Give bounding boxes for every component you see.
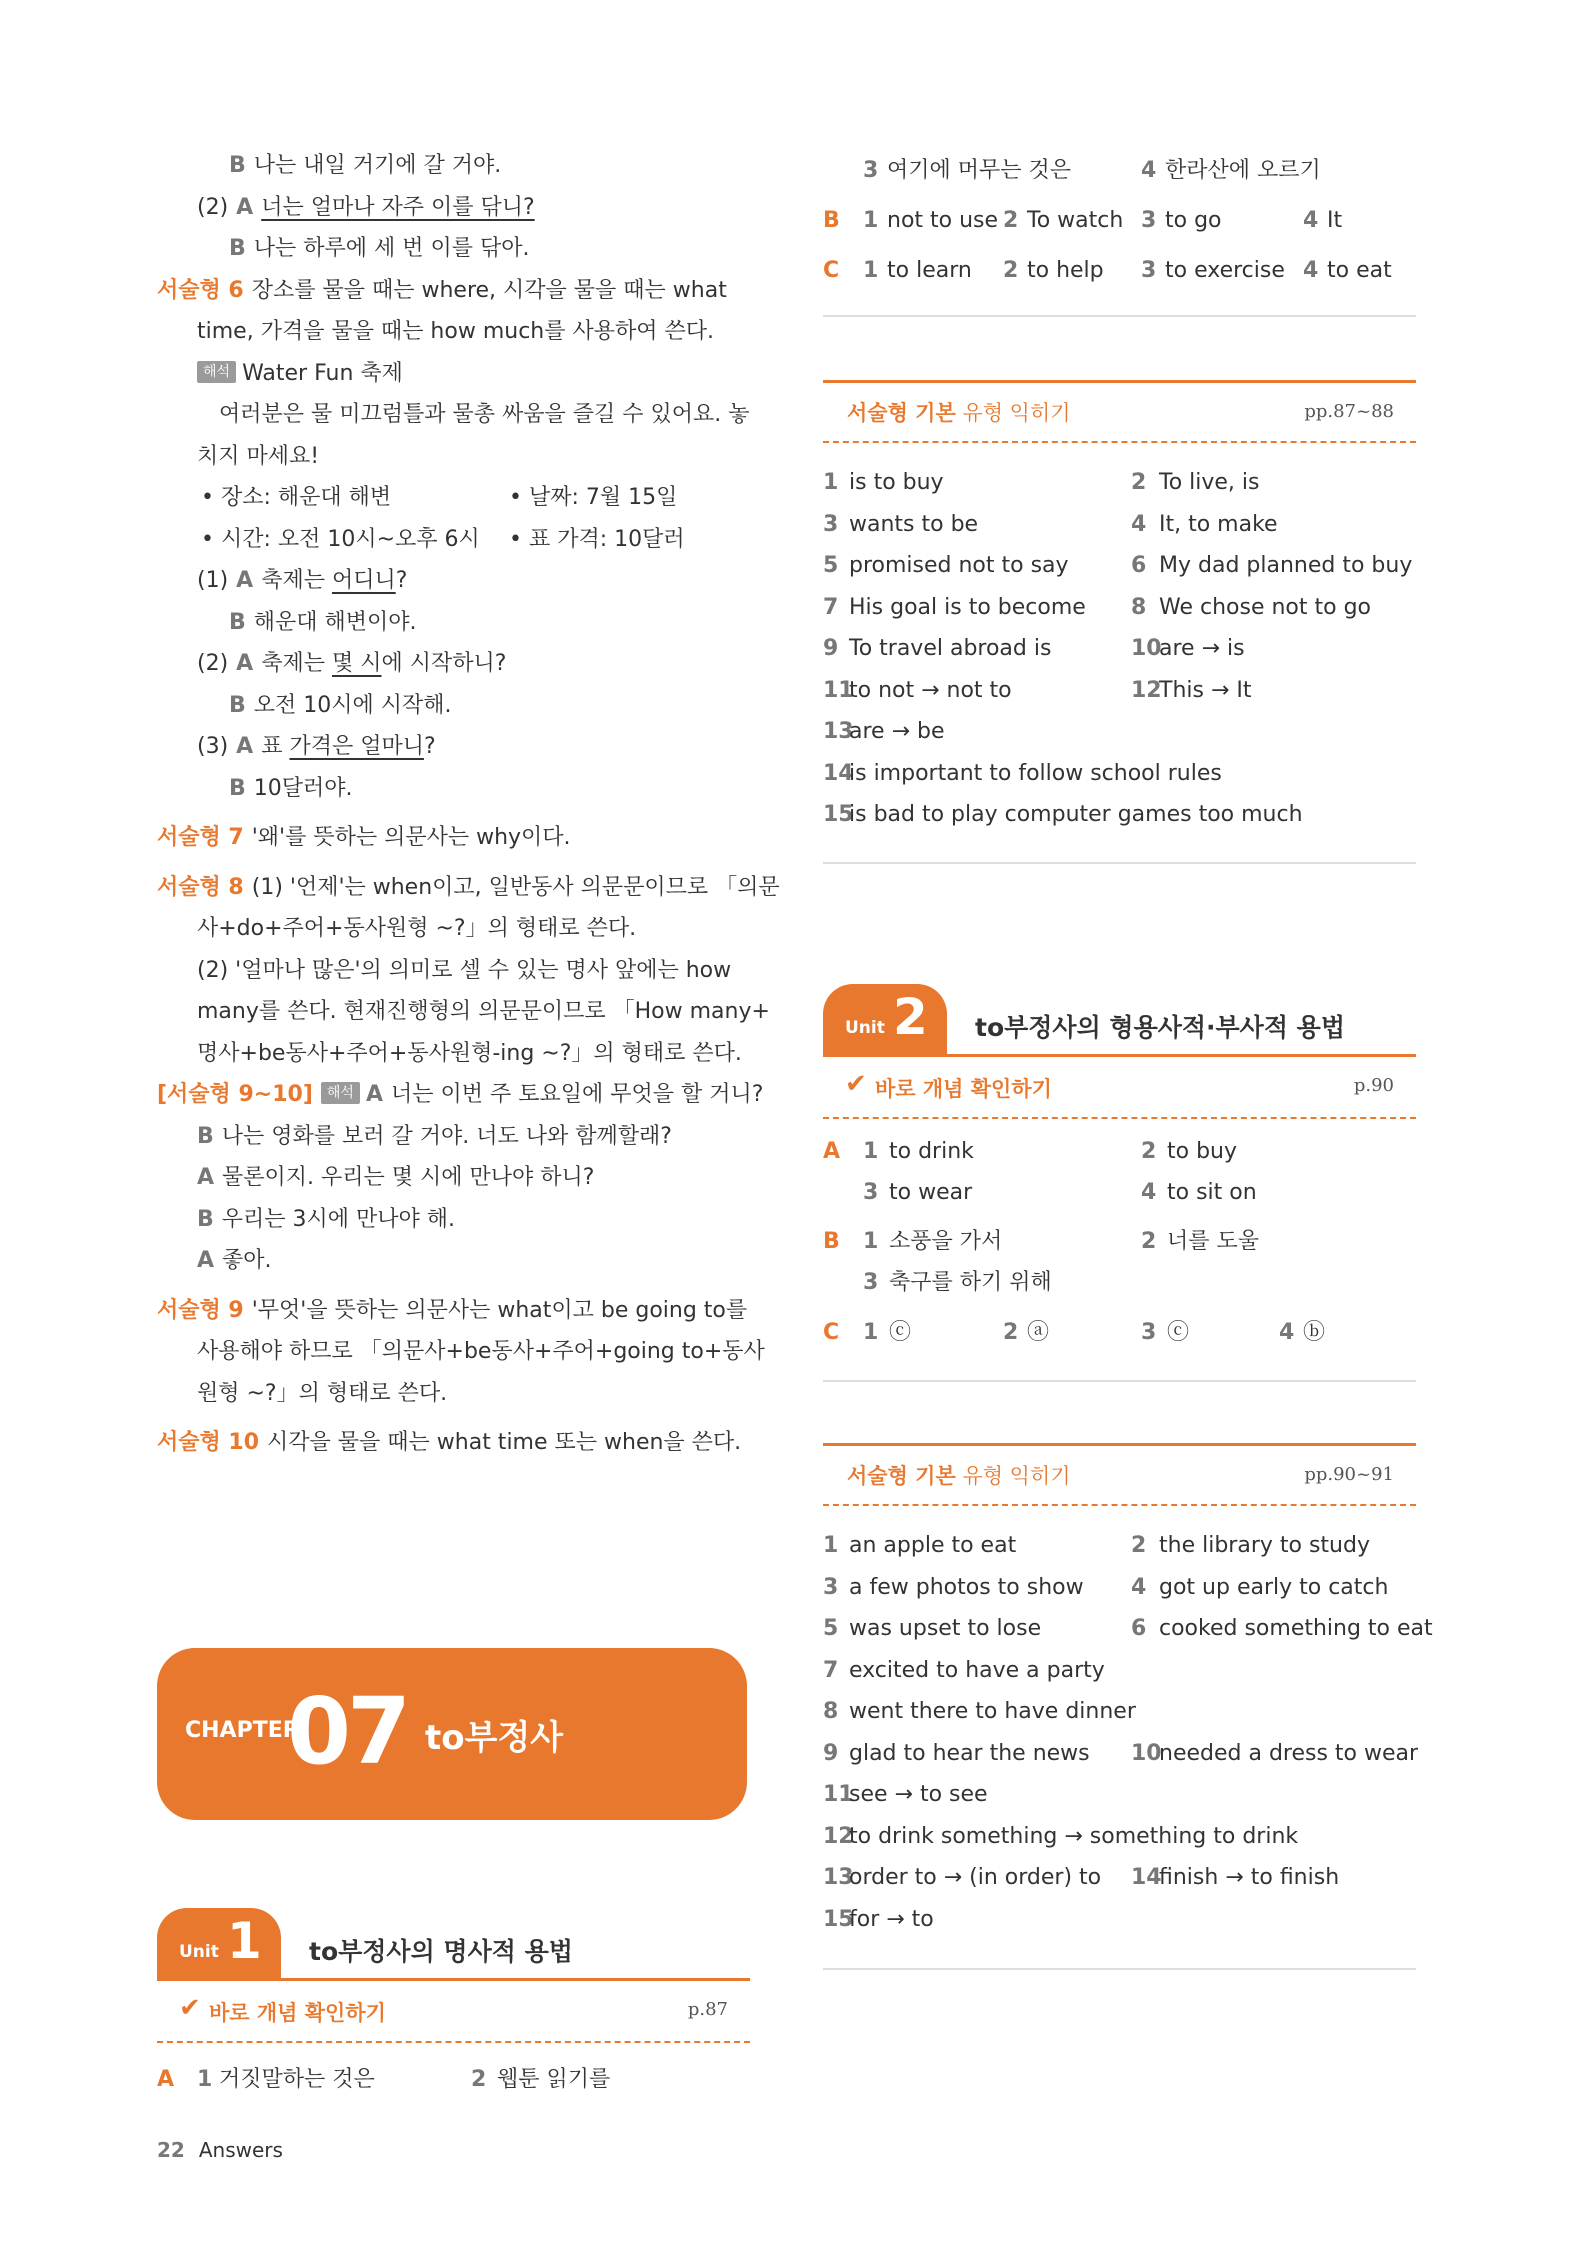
item-answer: My dad planned to buy (1159, 553, 1413, 578)
item-answer: To travel abroad is (849, 636, 1052, 661)
page-ref: pp.87~88 (1304, 401, 1394, 422)
section-title: 서술형 기본 유형 익히기 (847, 1464, 1071, 1488)
answer-line: 사용해야 하므로 「의문사+be동사+주어+going to+동사 (197, 1339, 765, 1364)
item-number: 15 (823, 802, 854, 827)
answer-row: 3 여기에 머무는 것은 4 한라산에 오르기 (863, 158, 1321, 183)
chapter-title: to부정사 (425, 1718, 564, 1758)
answer-line: 원형 ~?」의 형태로 쓴다. (197, 1380, 448, 1406)
chapter-banner (157, 1648, 747, 1820)
unit-title: to부정사의 명사적 용법 (309, 1937, 573, 1966)
concept-check-header: ✔ 바로 개념 확인하기 p.87 (157, 1981, 750, 2043)
section-header (823, 380, 1416, 443)
item-answer: needed a dress to wear (1159, 1740, 1419, 1766)
item-answer: It, to make (1159, 511, 1278, 537)
answer-row (823, 1525, 1416, 1567)
left-column (157, 145, 780, 1464)
dialog-line: B 우리는 3시에 만나야 해. (197, 1206, 456, 1232)
dialog-line: A 물론이지. 우리는 몇 시에 만나야 하니? (197, 1165, 595, 1190)
answer-row (823, 504, 1416, 546)
section-divider (823, 1380, 1416, 1382)
item-answer: got up early to catch (1159, 1574, 1389, 1600)
item-answer: for → to (849, 1906, 934, 1932)
item-number: 8 (823, 1699, 839, 1724)
info-line: • 시간: 오전 10시~오후 6시 • 표 가격: 10달러 (201, 526, 685, 552)
answer-row (823, 628, 1416, 670)
question-label: 서술형 8 (157, 874, 244, 900)
item-answer: is important to follow school rules (849, 760, 1222, 786)
item-number: 12 (1131, 677, 1162, 703)
question-label: [서술형 9~10] (157, 1082, 313, 1107)
checkmark-icon: ✔ (179, 1993, 201, 2023)
answer-line: B 10달러야. (229, 775, 353, 801)
answer-line: 여러분은 물 미끄럼틀과 물총 싸움을 즐길 수 있어요. 놓 (219, 402, 750, 427)
chapter-number: 07 (287, 1678, 408, 1785)
dialog-line: B 나는 영화를 보러 갈 거야. 너도 나와 함께할래? (197, 1123, 672, 1149)
item-number: 4 (1131, 1574, 1147, 1600)
answer-row: B 1 소풍을 가서 2 너를 도울 (823, 1229, 1260, 1254)
answer-list (823, 1525, 1433, 1940)
answer-line: (1) A 축제는 어디니? (197, 568, 408, 593)
answer-row (823, 587, 1416, 629)
item-number: 3 (823, 1574, 839, 1600)
item-answer: We chose not to go (1159, 594, 1372, 620)
item-number: 11 (823, 1782, 854, 1807)
answer-row (823, 1816, 1416, 1858)
item-answer: a few photos to show (849, 1574, 1084, 1600)
answer-line: (3) A 표 가격은 얼마니? (197, 734, 436, 759)
answer-line: B 나는 내일 거기에 갈 거야. (229, 153, 502, 178)
answer-row (823, 1650, 1416, 1692)
item-answer: is to buy (849, 470, 944, 495)
question-label: 서술형 10 (157, 1430, 260, 1455)
item-number: 15 (823, 1906, 854, 1932)
unit-tab: Unit 2 (823, 984, 947, 1054)
answer-line: (2) '얼마나 많은'의 의미로 셀 수 있는 명사 앞에는 how (197, 957, 732, 983)
answer-line: many를 쓴다. 현재진행형의 의문문이므로 「How many+ (197, 999, 770, 1024)
answer-row (823, 794, 1416, 836)
answer-row (823, 1608, 1433, 1650)
answer-row: A 1 거짓말하는 것은 2 웹툰 읽기를 (157, 2067, 611, 2092)
answer-line: 해석 Water Fun 축제 (157, 353, 747, 395)
info-line: • 장소: 해운대 해변 • 날짜: 7월 15일 (201, 485, 678, 510)
answer-row: C 1 to learn 2 to help 3 to exercise 4 to eat (823, 258, 1392, 283)
item-answer: This → It (1159, 677, 1252, 703)
checkmark-icon: ✔ (845, 1069, 867, 1099)
item-number: 2 (1131, 1533, 1147, 1558)
item-answer: finish → to finish (1159, 1865, 1340, 1890)
item-answer: to not → not to (849, 677, 1012, 703)
item-number: 7 (823, 594, 839, 620)
answer-row (823, 1691, 1416, 1733)
item-answer: are → be (849, 719, 945, 744)
answer-line: (2) A 축제는 몇 시에 시작하니? (197, 651, 507, 676)
item-answer: was upset to lose (849, 1616, 1042, 1641)
answer-row (823, 1733, 1419, 1775)
item-number: 1 (823, 1533, 839, 1558)
answer-line: 명사+be동사+주어+동사원형-ing ~?」의 형태로 쓴다. (197, 1040, 742, 1066)
item-number: 13 (823, 1865, 854, 1890)
answer-line: 서술형 7 '왜'를 뜻하는 의문사는 why이다. (157, 817, 747, 859)
question-label: 서술형 7 (157, 825, 244, 850)
translation-badge: 해석 (321, 1082, 360, 1104)
item-answer: order to → (in order) to (849, 1865, 1102, 1890)
answer-row (823, 545, 1416, 587)
answer-row (823, 1857, 1416, 1899)
answer-line: B 나는 하루에 세 번 이를 닦아. (229, 236, 530, 261)
item-number: 11 (823, 677, 854, 703)
item-answer: cooked something to eat (1159, 1616, 1433, 1641)
item-answer: is bad to play computer games too much (849, 802, 1303, 827)
page-ref: p.90 (1353, 1075, 1394, 1096)
item-number: 10 (1131, 1740, 1162, 1766)
answer-row (823, 1567, 1416, 1609)
page-ref: p.87 (687, 1999, 728, 2020)
answer-line: (2) A 너는 얼마나 자주 이를 닦니? (197, 194, 535, 220)
answer-row (823, 462, 1416, 504)
answer-row (823, 1899, 1416, 1941)
item-answer: To live, is (1159, 470, 1260, 495)
answer-row: 3 축구를 하기 위해 (863, 1270, 1052, 1295)
page-ref: pp.90~91 (1304, 1464, 1394, 1485)
item-number: 7 (823, 1657, 839, 1683)
unit-2-header (823, 984, 1416, 1058)
item-number: 9 (823, 1740, 839, 1766)
answer-line: 서술형 8 (1) '언제'는 when이고, 일반동사 의문문이므로 「의문 (157, 867, 747, 909)
item-answer: are → is (1159, 636, 1245, 661)
answer-row: C 1 ⓒ 2 ⓐ 3 ⓒ 4 ⓑ (823, 1320, 1326, 1345)
answer-line: 서술형 6 장소를 물을 때는 where, 시각을 물을 때는 what (157, 270, 747, 312)
section-header (823, 1443, 1416, 1506)
answer-row: A 1 to drink 2 to buy (823, 1139, 1238, 1164)
item-answer: glad to hear the news (849, 1740, 1090, 1766)
answer-line: B 오전 10시에 시작해. (229, 692, 452, 718)
item-number: 13 (823, 719, 854, 744)
section-divider (823, 1968, 1416, 1970)
answer-row (823, 1774, 1416, 1816)
item-number: 5 (823, 553, 839, 578)
answer-row: 3 to wear 4 to sit on (863, 1180, 1257, 1205)
item-answer: went there to have dinner (849, 1699, 1136, 1724)
unit-tab: Unit 1 (157, 1908, 281, 1978)
item-number: 12 (823, 1823, 854, 1849)
item-answer: excited to have a party (849, 1657, 1105, 1683)
item-number: 6 (1131, 553, 1147, 578)
item-answer: the library to study (1159, 1533, 1370, 1558)
answer-line: B 해운대 해변이야. (229, 609, 417, 635)
dialog-line: A 좋아. (197, 1248, 272, 1273)
answer-line: 서술형 9 '무엇'을 뜻하는 의문사는 what이고 be going to를 (157, 1290, 747, 1332)
answer-row (823, 711, 1416, 753)
item-number: 1 (823, 470, 839, 495)
item-answer: wants to be (849, 511, 979, 537)
unit-1-header (157, 1908, 750, 1982)
translation-badge: 해석 (197, 361, 236, 383)
section-title: 서술형 기본 유형 익히기 (847, 401, 1071, 425)
item-number: 4 (1131, 511, 1147, 537)
question-label: 서술형 6 (157, 277, 244, 303)
item-answer: His goal is to become (849, 594, 1086, 620)
answer-list (823, 462, 1416, 836)
answer-row (823, 753, 1416, 795)
answer-row (823, 670, 1416, 712)
answer-line: time, 가격을 물을 때는 how much를 사용하여 쓴다. (197, 319, 714, 344)
item-number: 3 (823, 511, 839, 537)
answer-row: B 1 not to use 2 To watch 3 to go 4 It (823, 208, 1343, 233)
item-answer: to drink something → something to drink (849, 1823, 1299, 1849)
item-answer: see → to see (849, 1782, 988, 1807)
page-number: 22 (157, 2138, 185, 2162)
concept-check-header: ✔ 바로 개념 확인하기 p.90 (823, 1057, 1416, 1119)
answer-line: 사+do+주어+동사원형 ~?」의 형태로 쓴다. (197, 916, 637, 941)
item-number: 14 (823, 760, 854, 786)
question-label: 서술형 9 (157, 1297, 244, 1323)
footer-title: Answers (198, 2138, 283, 2162)
section-divider (823, 862, 1416, 864)
item-number: 10 (1131, 636, 1162, 661)
answer-line: [서술형 9~10] 해석 A 너는 이번 주 토요일에 무엇을 할 거니? (157, 1074, 747, 1116)
item-number: 9 (823, 636, 839, 661)
page-footer (157, 2138, 283, 2162)
answer-line: 치지 마세요! (197, 443, 320, 469)
chapter-label: CHAPTER (185, 1718, 300, 1743)
item-answer: an apple to eat (849, 1533, 1017, 1558)
answer-line: 서술형 10 시각을 물을 때는 what time 또는 when을 쓴다. (157, 1422, 747, 1464)
item-number: 14 (1131, 1865, 1162, 1890)
item-answer: promised not to say (849, 553, 1069, 578)
item-number: 5 (823, 1616, 839, 1641)
item-number: 2 (1131, 470, 1147, 495)
section-divider (823, 315, 1416, 317)
unit-title: to부정사의 형용사적·부사적 용법 (975, 1013, 1345, 1042)
item-number: 6 (1131, 1616, 1147, 1641)
item-number: 8 (1131, 594, 1147, 620)
